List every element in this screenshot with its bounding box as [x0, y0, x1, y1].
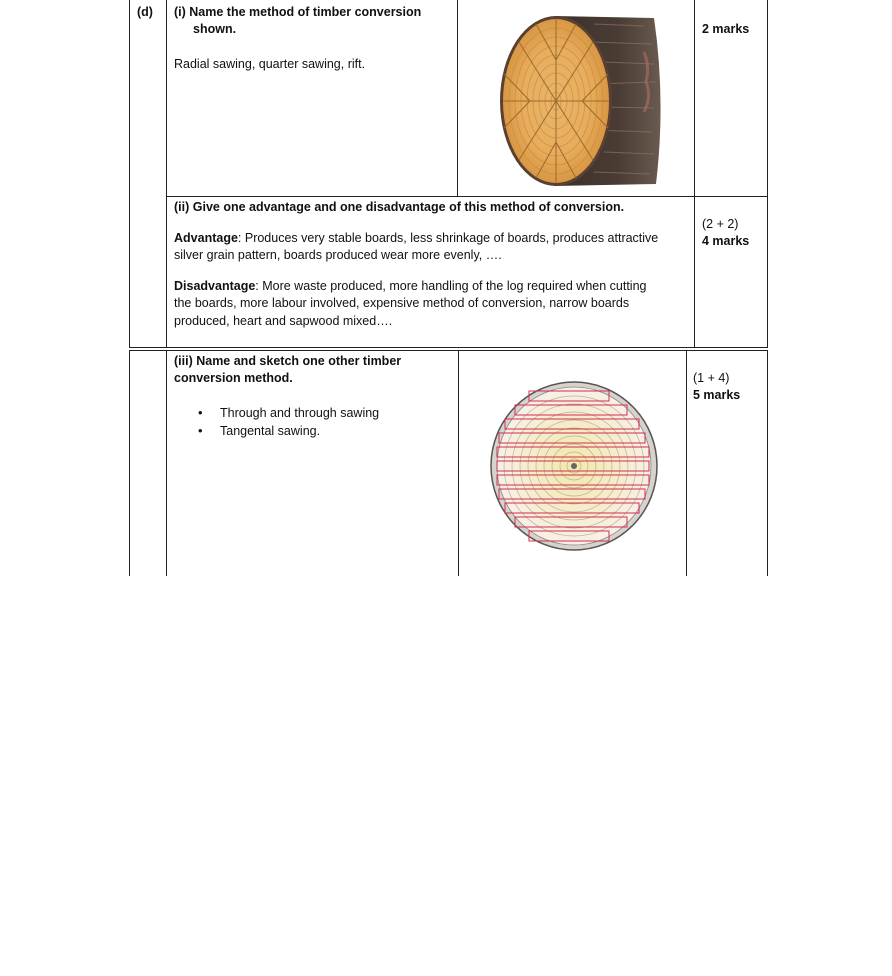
q1-title-line2: shown. [193, 22, 237, 36]
table1-bottom-border [129, 347, 768, 348]
q1-title-line1: (i) Name the method of timber conversion [174, 5, 422, 19]
log-radial-sawing-icon [494, 12, 666, 190]
q2-title: (ii) Give one advantage and one disadvantage of this method of conversion. [174, 200, 625, 214]
q2-advantage-line2: silver grain pattern, boards produced wear more evenly, …. [174, 248, 502, 262]
q3-title-line1: (iii) Name and sketch one other timber [174, 354, 402, 368]
q3-title-line2: conversion method. [174, 371, 293, 385]
table1-label-col-border [166, 0, 167, 348]
q2-mark-breakdown: (2 + 2) [702, 217, 739, 231]
q2-disadvantage-line2: the boards, more labour involved, expensive method of conversion, narrow boards [174, 296, 630, 310]
table2-left-border [129, 350, 130, 576]
disadvantage-text: : More waste produced, more handling of the log required when cutting [255, 279, 647, 293]
disadvantage-label: Disadvantage [174, 279, 256, 293]
table1-left-border [129, 0, 130, 348]
table2-label-col-border [166, 350, 167, 576]
table2-right-border [767, 350, 768, 576]
q3-mark-breakdown: (1 + 4) [693, 371, 730, 385]
q3-marks: 5 marks [693, 388, 741, 402]
table2-image-col-border [458, 350, 459, 576]
table1-image-col-border [457, 0, 458, 196]
table2-top-border [129, 350, 768, 351]
q1-marks: 2 marks [702, 22, 750, 36]
advantage-text: : Produces very stable boards, less shrinkage of boards, produces attractive [237, 231, 659, 245]
q2-disadvantage-line3: produced, heart and sapwood mixed…. [174, 314, 393, 328]
part-label: (d) [137, 5, 153, 19]
q1-answer: Radial sawing, quarter sawing, rift. [174, 57, 366, 71]
q2-disadvantage-line1 [174, 278, 647, 295]
q2-advantage-line1 [174, 230, 658, 247]
log-through-and-through-sketch-icon [489, 379, 659, 551]
table1-right-border [767, 0, 768, 348]
table1-marks-col-border [694, 0, 695, 348]
table2-marks-col-border [686, 350, 687, 576]
advantage-label: Advantage [174, 231, 238, 245]
list-item: • Through and through sawing [174, 404, 379, 422]
q2-marks: 4 marks [702, 234, 750, 248]
table1-row-divider [166, 196, 768, 197]
q3-answer-list [174, 404, 379, 440]
list-item: • Tangental sawing. [174, 422, 379, 440]
